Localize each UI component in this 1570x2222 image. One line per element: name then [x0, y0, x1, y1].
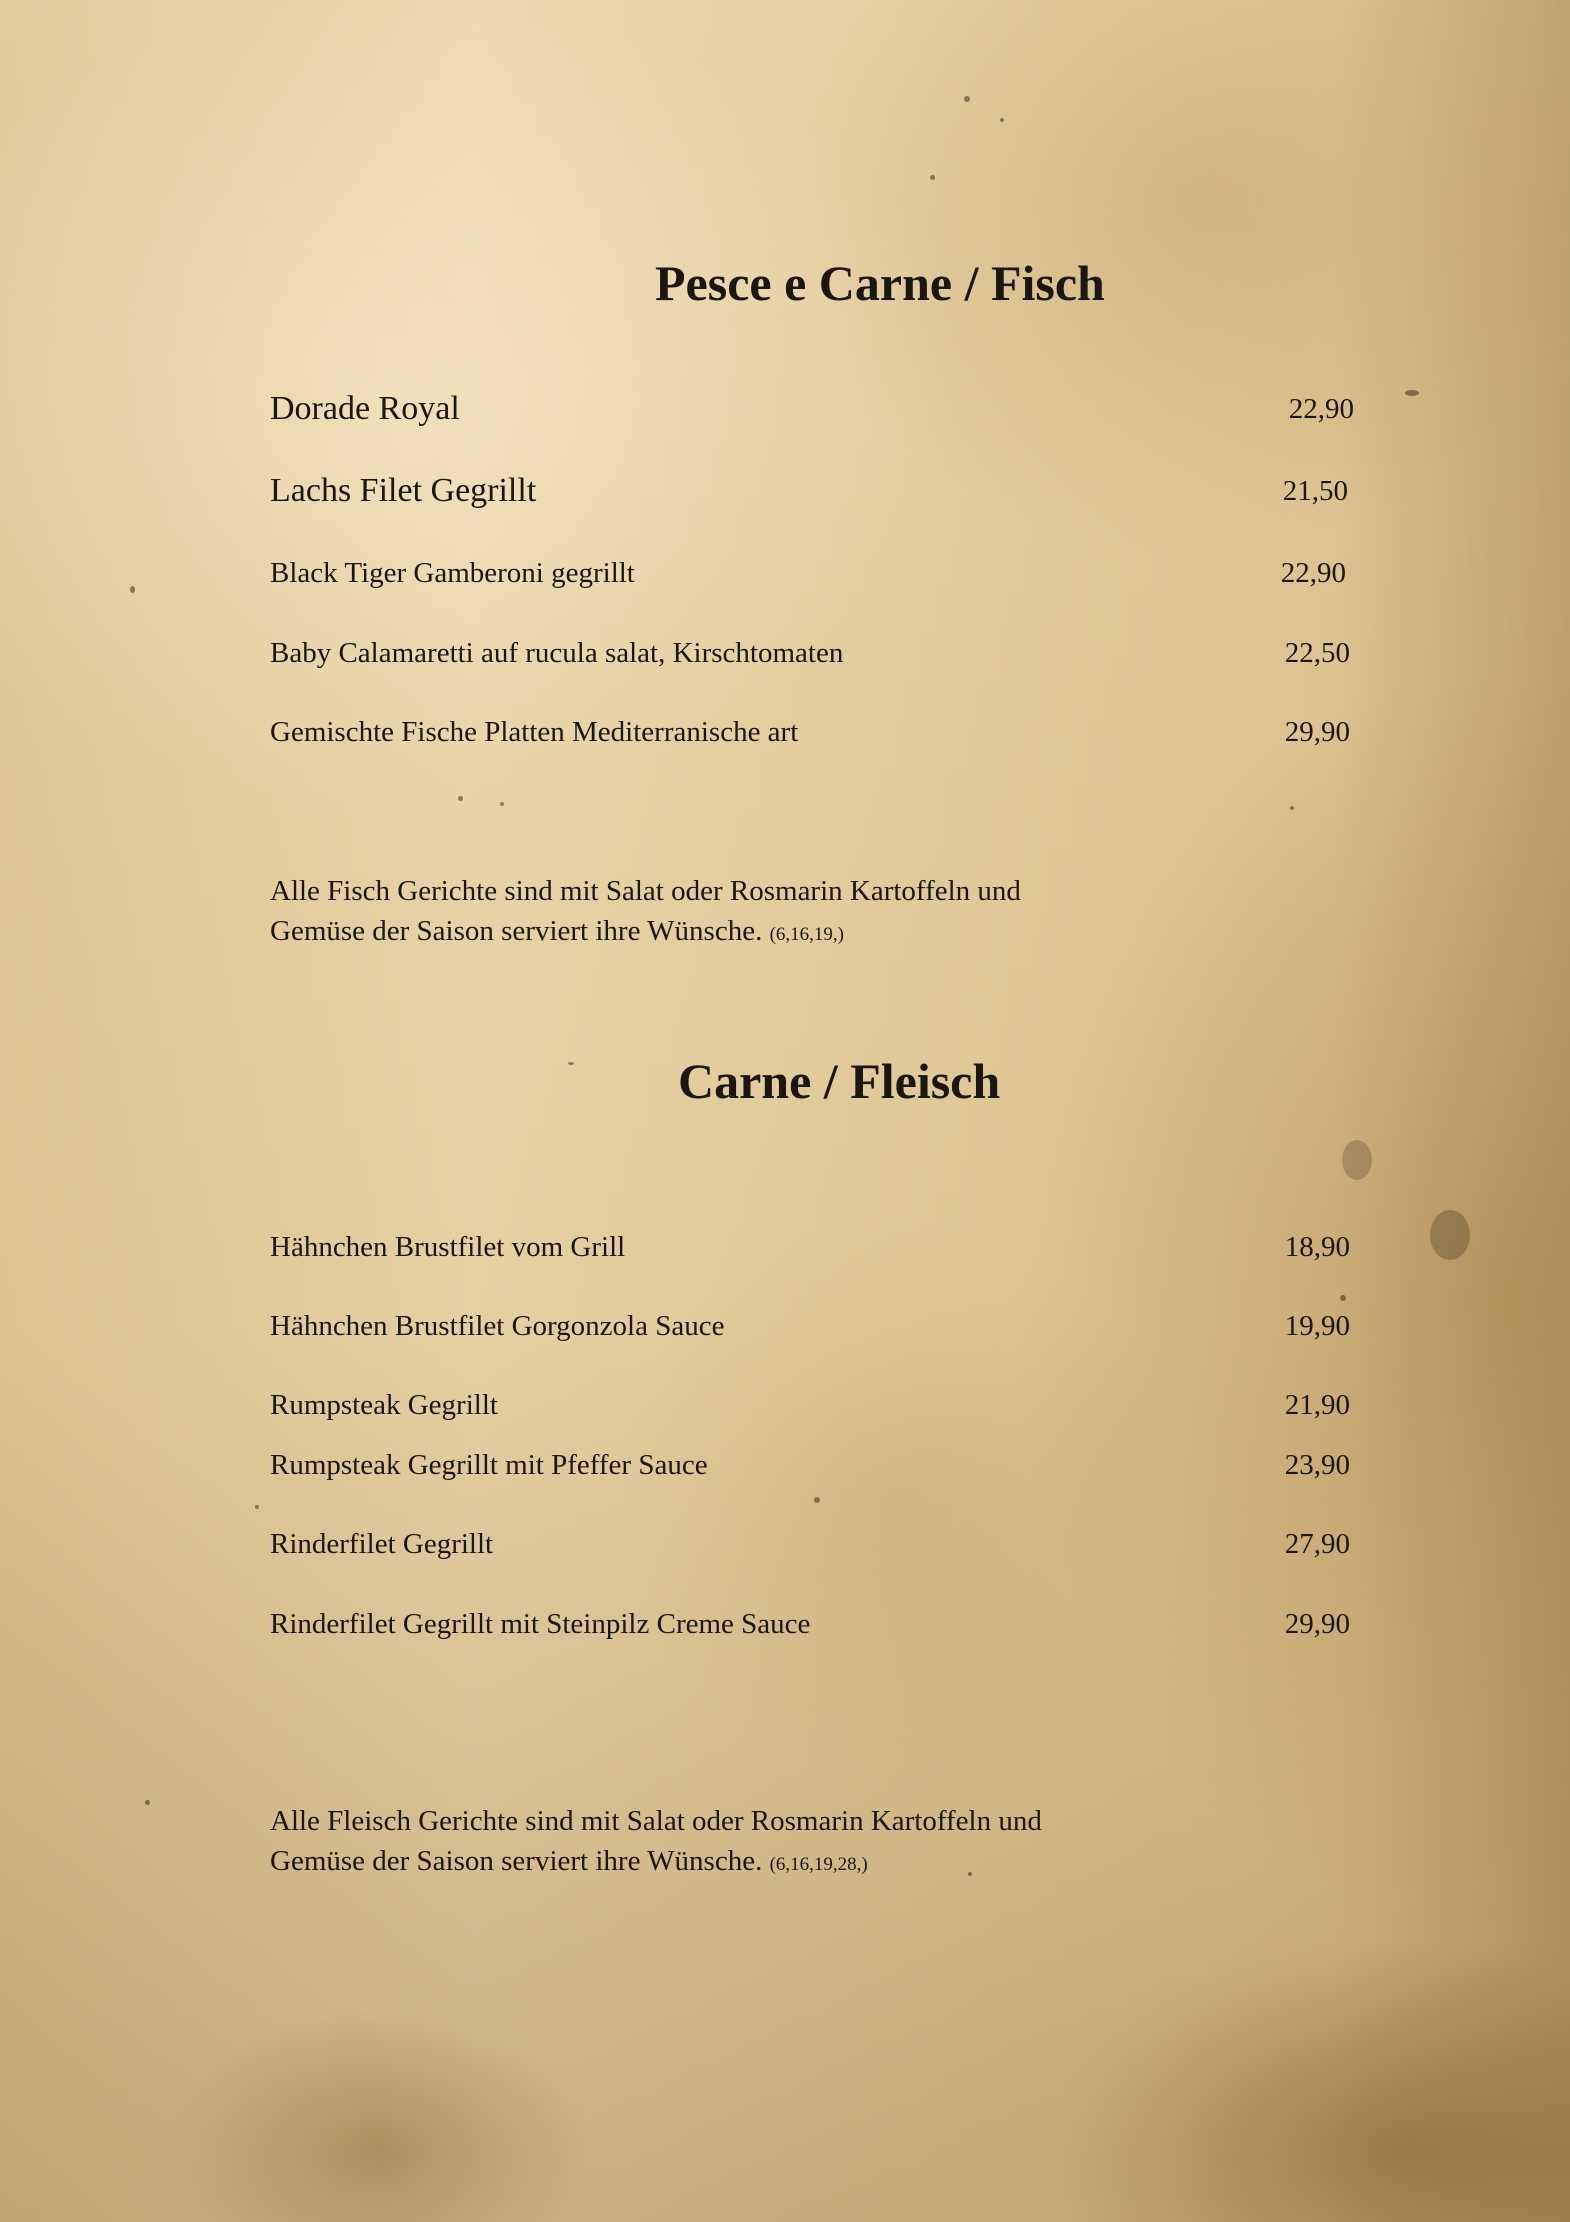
- menu-item-row: [270, 709, 1350, 755]
- paper-speck: [568, 1062, 574, 1065]
- menu-item-row: [270, 1521, 1350, 1567]
- menu-item-row: [270, 386, 1354, 432]
- note-line-text: Gemüse der Saison serviert ihre Wünsche.: [270, 1845, 763, 1877]
- menu-item-name: Lachs Filet Gegrillt: [270, 472, 537, 509]
- menu-item-price: 22,90: [1280, 557, 1346, 589]
- menu-item-row: [270, 1442, 1350, 1488]
- menu-item-name: Hähnchen Brustfilet Gorgonzola Sauce: [270, 1310, 725, 1342]
- menu-item-price: 23,90: [1284, 1449, 1350, 1481]
- paper-speck: [814, 1497, 820, 1503]
- paper-speck: [458, 796, 463, 801]
- menu-item-price: 27,90: [1284, 1528, 1350, 1560]
- menu-item-name: Rinderfilet Gegrillt: [270, 1528, 494, 1560]
- paper-speck: [1000, 118, 1004, 122]
- paper-speck: [1405, 390, 1419, 396]
- note-line: Alle Fisch Gerichte sind mit Salat oder Rosmarin Kartoffeln und: [270, 875, 1021, 907]
- menu-item-name: Dorade Royal: [270, 390, 460, 427]
- menu-item-name: Black Tiger Gamberoni gegrillt: [270, 557, 635, 589]
- paper-speck: [1290, 806, 1294, 810]
- menu-item-price: 22,50: [1284, 637, 1350, 669]
- menu-item-price: 21,50: [1282, 475, 1348, 507]
- note-line: [270, 1841, 1042, 1885]
- menu-item-name: Hähnchen Brustfilet vom Grill: [270, 1231, 626, 1263]
- paper-speck: [130, 586, 135, 593]
- menu-item-row: [270, 1303, 1350, 1349]
- paper-speck: [1430, 1210, 1470, 1260]
- menu-item-name: Rumpsteak Gegrillt: [270, 1389, 498, 1421]
- allergen-codes: (6,16,19,): [769, 924, 844, 945]
- menu-item-row: [270, 1224, 1350, 1270]
- note-line: Alle Fleisch Gerichte sind mit Salat oder Rosmarin Kartoffeln und: [270, 1805, 1042, 1837]
- fish-section-note: [270, 871, 1021, 955]
- paper-speck: [255, 1505, 259, 1509]
- fish-section-title: Pesce e Carne / Fisch: [655, 255, 1105, 311]
- paper-speck: [500, 802, 504, 806]
- meat-section-note: [270, 1801, 1042, 1885]
- paper-speck: [145, 1800, 150, 1805]
- menu-item-name: Baby Calamaretti auf rucula salat, Kirschtomaten: [270, 637, 844, 669]
- menu-item-price: 29,90: [1284, 1608, 1350, 1640]
- menu-item-price: 18,90: [1284, 1231, 1350, 1263]
- menu-item-name: Gemischte Fische Platten Mediterranische art: [270, 716, 799, 748]
- menu-item-name: Rumpsteak Gegrillt mit Pfeffer Sauce: [270, 1449, 708, 1481]
- menu-item-price: 22,90: [1288, 393, 1354, 425]
- menu-item-price: 29,90: [1284, 716, 1350, 748]
- paper-speck: [964, 96, 970, 102]
- note-line: [270, 911, 1021, 955]
- menu-item-row: [270, 1601, 1350, 1647]
- note-line-text: Gemüse der Saison serviert ihre Wünsche.: [270, 915, 763, 947]
- menu-item-row: [270, 1382, 1350, 1428]
- menu-item-row: [270, 630, 1350, 676]
- paper-speck: [1342, 1140, 1372, 1180]
- menu-item-name: Rinderfilet Gegrillt mit Steinpilz Creme Sauce: [270, 1608, 811, 1640]
- menu-item-price: 19,90: [1284, 1310, 1350, 1342]
- paper-speck: [1340, 1295, 1346, 1301]
- allergen-codes: (6,16,19,28,): [769, 1854, 868, 1875]
- meat-section-title: Carne / Fleisch: [678, 1053, 1001, 1109]
- menu-item-row: [270, 468, 1350, 514]
- menu-item-row: [270, 550, 1350, 596]
- menu-item-price: 21,90: [1284, 1389, 1350, 1421]
- paper-speck: [930, 175, 935, 180]
